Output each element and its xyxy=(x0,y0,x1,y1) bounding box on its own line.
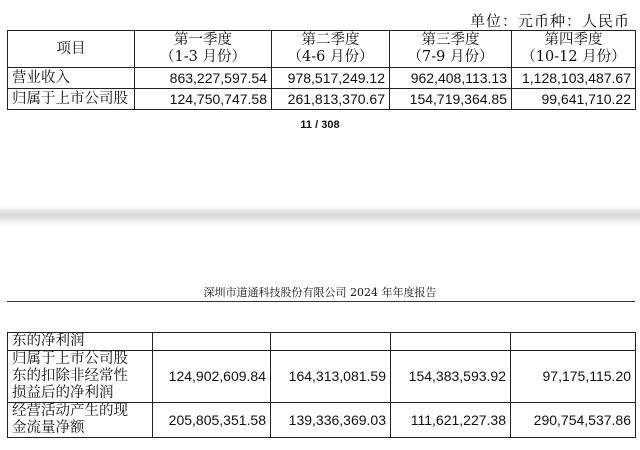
cell-value: 124,902,609.84 xyxy=(153,351,271,403)
quarterly-financials-table-continued xyxy=(7,332,636,438)
currency-unit-label: 单位：元币种：人民币 xyxy=(469,12,630,30)
cell-value: 139,336,369.03 xyxy=(271,403,391,438)
cell-value: 99,641,710.22 xyxy=(512,89,636,110)
running-header: 深圳市道通科技股份有限公司 2024 年年度报告 xyxy=(203,286,437,299)
cell-value: 124,750,747.58 xyxy=(135,89,272,110)
cell-value: 154,719,364.85 xyxy=(390,89,512,110)
header-rule xyxy=(7,301,635,302)
row-label: 归属于上市公司股 东的扣除非经常性 损益后的净利润 xyxy=(8,351,153,403)
page-break-divider xyxy=(0,206,640,226)
cell-value: 290,754,537.86 xyxy=(511,403,636,438)
cell-value xyxy=(271,333,391,351)
header-item: 项目 xyxy=(8,31,135,68)
cell-value xyxy=(153,333,271,351)
cell-value: 205,805,351.58 xyxy=(153,403,271,438)
row-label: 经营活动产生的现 金流量净额 xyxy=(8,403,153,438)
cell-value xyxy=(391,333,511,351)
cell-value: 863,227,597.54 xyxy=(135,68,272,89)
row-label: 归属于上市公司股 xyxy=(8,89,135,110)
cell-value: 962,408,113.13 xyxy=(390,68,512,89)
row-label: 营业收入 xyxy=(8,68,135,89)
cell-value: 1,128,103,487.67 xyxy=(512,68,636,89)
cell-value: 164,313,081.59 xyxy=(271,351,391,403)
cell-value xyxy=(511,333,636,351)
page-number: 11 / 308 xyxy=(300,119,340,131)
cell-value: 111,621,227.38 xyxy=(391,403,511,438)
table-row xyxy=(8,89,636,110)
table-header-row xyxy=(8,31,636,68)
header-q4: 第四季度 （10-12 月份） xyxy=(512,31,636,68)
table-row xyxy=(8,333,636,351)
row-label: 东的净利润 xyxy=(8,333,153,351)
table-row xyxy=(8,351,636,403)
cell-value: 154,383,593.92 xyxy=(391,351,511,403)
table-row xyxy=(8,403,636,438)
cell-value: 978,517,249.12 xyxy=(272,68,390,89)
header-q3: 第三季度 （7-9 月份） xyxy=(390,31,512,68)
header-q1: 第一季度 （1-3 月份） xyxy=(135,31,272,68)
header-q2: 第二季度 （4-6 月份） xyxy=(272,31,390,68)
cell-value: 261,813,370.67 xyxy=(272,89,390,110)
quarterly-financials-table-top xyxy=(7,30,636,110)
table-row xyxy=(8,68,636,89)
cell-value: 97,175,115.20 xyxy=(511,351,636,403)
